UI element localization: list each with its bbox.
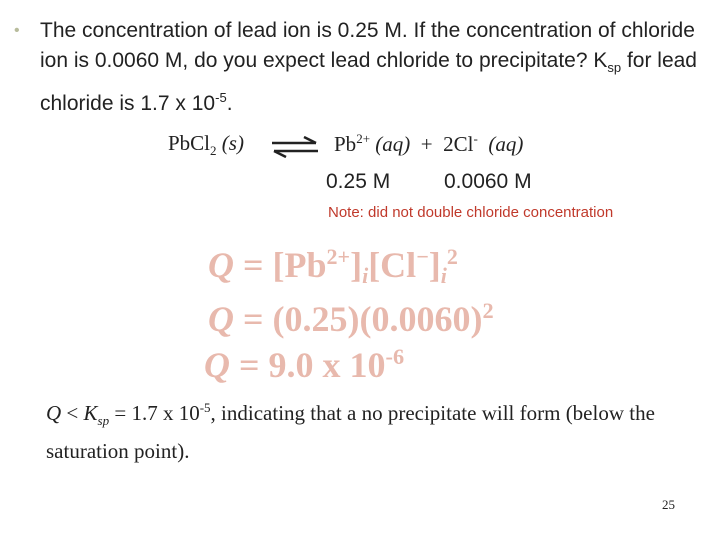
conclusion-exponent: -5 (199, 400, 211, 415)
plus-sign: + (420, 132, 433, 156)
conclusion-ksp-sub: sp (97, 413, 110, 429)
q3-text: = 9.0 x 10 (230, 345, 386, 385)
q3-exponent: -6 (385, 344, 405, 369)
question-part1: The concentration of lead ion is 0.25 M. If the concentration of chloride ion is 0.0060 M, do you expect lead chloride to precipitate? K (40, 19, 695, 72)
q1-cl-open: [Cl (368, 245, 417, 285)
page-number: 25 (662, 497, 675, 512)
equilibrium-arrows-icon (270, 136, 320, 158)
conclusion-part1: = 1.7 x 10 (109, 401, 200, 425)
q-expression-line (208, 244, 458, 289)
q1-sub-i1: i (362, 263, 369, 288)
q1-close: ] (428, 245, 441, 285)
q1-sub-i2: i (440, 263, 447, 288)
q-symbol: Q (208, 299, 234, 339)
cl-concentration: 0.0060 M (444, 170, 532, 193)
conclusion-lt: < (61, 401, 84, 425)
conclusion-part2: , indicating that a no precipitate will form (below the saturation point). (46, 401, 655, 464)
q1-bracket: ] (350, 245, 363, 285)
bullet-marker: • (14, 22, 20, 39)
q1-part-a: = [Pb (234, 245, 327, 285)
conclusion-text (46, 393, 714, 466)
q-substitution-line (208, 298, 494, 340)
conclusion-k: K (83, 401, 98, 425)
equation-reactant (168, 131, 244, 159)
equation-products (334, 131, 523, 157)
q1-charge-cl: − (416, 244, 429, 269)
pb-concentration: 0.25 M (326, 170, 391, 193)
q-symbol: Q (208, 245, 234, 285)
ksp-subscript: sp (607, 60, 622, 76)
cl-ion: 2Cl (443, 132, 474, 156)
pb-ion: Pb (334, 132, 357, 156)
q-result-line (204, 344, 404, 386)
question-text (40, 16, 700, 119)
question-part2: for lead chloride is 1.7 x 10 (40, 49, 697, 116)
reactant-formula: PbCl (168, 131, 211, 155)
conclusion-q: Q (46, 401, 62, 425)
note-text: Note: did not double chloride concentration (328, 204, 614, 221)
cl-state: (aq) (488, 132, 524, 156)
q-symbol: Q (204, 345, 230, 385)
question-exponent: -5 (215, 90, 227, 106)
q1-square: 2 (446, 244, 458, 269)
cl-charge: - (473, 131, 478, 146)
reactant-subscript: 2 (210, 143, 217, 159)
question-end: . (226, 92, 233, 116)
q2-text: = (0.25)(0.0060) (234, 299, 483, 339)
q2-exponent: 2 (482, 298, 494, 323)
pb-charge: 2+ (356, 131, 371, 146)
reactant-state: (s) (221, 131, 244, 155)
q1-charge-pb: 2+ (326, 244, 351, 269)
pb-state: (aq) (375, 132, 411, 156)
